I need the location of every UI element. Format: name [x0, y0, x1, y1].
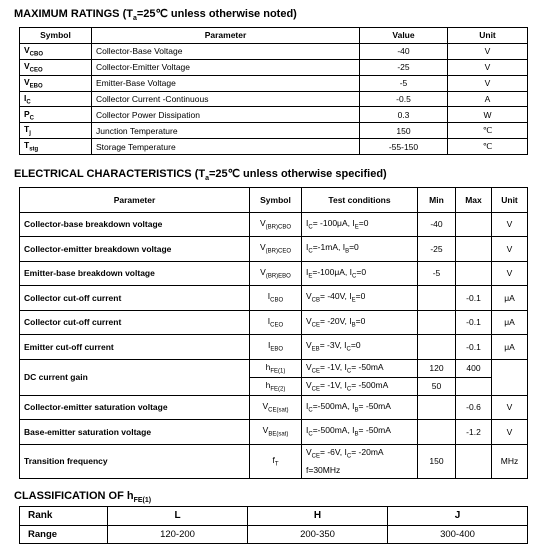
parameter-cell: DC current gain	[20, 359, 250, 395]
min-cell	[418, 286, 456, 311]
parameter-cell: Base-emitter saturation voltage	[20, 420, 250, 445]
conditions-cell: $V_{CE}= -1V$, $I_C= -500mA$	[302, 377, 418, 395]
table-row	[20, 444, 528, 478]
parameter-cell: Collector-Emitter Voltage	[92, 59, 360, 75]
header-parameter: Parameter	[20, 188, 250, 213]
parameter-cell: Collector cut-off current	[20, 286, 250, 311]
table-row	[20, 107, 528, 123]
table-row	[20, 75, 528, 91]
symbol-cell: $V_{CEO}$	[20, 59, 92, 75]
conditions-cell: $I_C=-500mA$, $I_B= -50mA$	[302, 420, 418, 445]
min-cell: 150	[418, 444, 456, 478]
unit-cell: V	[492, 420, 528, 445]
min-cell: 120	[418, 359, 456, 377]
parameter-cell: Storage Temperature	[92, 139, 360, 155]
min-cell	[418, 335, 456, 360]
conditions-cell: $I_E=-100\mu A$, $I_C=0$	[302, 261, 418, 286]
symbol-cell: $V_{(BR)CBO}$	[250, 212, 302, 237]
table-row	[20, 237, 528, 262]
conditions-cell: $V_{CE}= -20V$, $I_B=0$	[302, 310, 418, 335]
range-cell: 200-350	[248, 525, 388, 544]
min-cell	[418, 310, 456, 335]
header-unit: Unit	[448, 28, 528, 44]
unit-cell: V	[448, 43, 528, 59]
electrical-table	[19, 187, 528, 479]
max-cell	[456, 237, 492, 262]
min-cell: 50	[418, 377, 456, 395]
parameter-cell: Collector-base breakdown voltage	[20, 212, 250, 237]
classification-table	[19, 506, 528, 544]
unit-cell: ℃	[448, 139, 528, 155]
value-cell: -25	[360, 59, 448, 75]
symbol-cell: $I_{CEO}$	[250, 310, 302, 335]
unit-cell	[492, 359, 528, 395]
symbol-cell: $V_{BE(sat)}$	[250, 420, 302, 445]
conditions-cell: $V_{CE}= -1V$, $I_C= -50mA$	[302, 359, 418, 377]
table-row	[20, 139, 528, 155]
max-cell	[456, 444, 492, 478]
min-cell: -40	[418, 212, 456, 237]
symbol-cell: $I_{CBO}$	[250, 286, 302, 311]
value-cell: -40	[360, 43, 448, 59]
max-ratings-table	[19, 27, 528, 155]
range-cell: 300-400	[388, 525, 528, 544]
table-row	[20, 261, 528, 286]
parameter-cell: Collector-emitter saturation voltage	[20, 395, 250, 420]
table-row	[20, 310, 528, 335]
conditions-cell: $V_{CE}= -6V$, $I_C= -20mA$ f=30MHz	[302, 444, 418, 478]
unit-cell: V	[492, 261, 528, 286]
unit-cell: V	[448, 75, 528, 91]
table-row	[20, 359, 528, 377]
table-row	[20, 525, 528, 544]
table-row	[20, 395, 528, 420]
conditions-cell: $I_C=-1mA$, $I_B=0$	[302, 237, 418, 262]
symbol-cell: $I_C$	[20, 91, 92, 107]
max-cell: -0.1	[456, 335, 492, 360]
symbol-cell: $V_{CBO}$	[20, 43, 92, 59]
max-cell: -1.2	[456, 420, 492, 445]
parameter-cell: Emitter-Base Voltage	[92, 75, 360, 91]
table-row	[20, 212, 528, 237]
unit-cell: V	[492, 212, 528, 237]
max-cell	[456, 261, 492, 286]
min-cell: -5	[418, 261, 456, 286]
max-cell: -0.6	[456, 395, 492, 420]
min-cell	[418, 420, 456, 445]
symbol-cell: $I_{EBO}$	[250, 335, 302, 360]
parameter-cell: Collector cut-off current	[20, 310, 250, 335]
symbol-cell: $h_{FE(2)}$	[250, 377, 302, 395]
symbol-cell: $T_{stg}$	[20, 139, 92, 155]
value-cell: 0.3	[360, 107, 448, 123]
value-cell: -5	[360, 75, 448, 91]
value-cell: -55-150	[360, 139, 448, 155]
parameter-cell: Collector Power Dissipation	[92, 107, 360, 123]
conditions-cell: $V_{CB}= -40V$, $I_E=0$	[302, 286, 418, 311]
conditions-cell: $V_{EB}= -3V$, $I_C=0$	[302, 335, 418, 360]
header-rank-j: J	[388, 507, 528, 526]
table-row	[20, 123, 528, 139]
header-rank: Rank	[20, 507, 108, 526]
table-row	[20, 43, 528, 59]
unit-cell: ℃	[448, 123, 528, 139]
header-parameter: Parameter	[92, 28, 360, 44]
symbol-cell: $h_{FE(1)}$	[250, 359, 302, 377]
symbol-cell: $f_T$	[250, 444, 302, 478]
unit-cell: V	[492, 395, 528, 420]
symbol-cell: $V_{(BR)CEO}$	[250, 237, 302, 262]
min-cell	[418, 395, 456, 420]
unit-cell: V	[448, 59, 528, 75]
header-max: Max	[456, 188, 492, 213]
symbol-cell: $V_{EBO}$	[20, 75, 92, 91]
range-cell: 120-200	[108, 525, 248, 544]
conditions-cell: $I_C=-500mA$, $I_B= -50mA$	[302, 395, 418, 420]
unit-cell: μA	[492, 286, 528, 311]
symbol-cell: $V_{CE(sat)}$	[250, 395, 302, 420]
max-cell: 400	[456, 359, 492, 377]
range-label: Range	[20, 525, 108, 544]
table-row	[20, 91, 528, 107]
table-row	[20, 286, 528, 311]
parameter-cell: Emitter-base breakdown voltage	[20, 261, 250, 286]
table-header-row	[20, 28, 528, 44]
max-cell	[456, 377, 492, 395]
conditions-cell: $I_C= -100\mu A$, $I_E=0$	[302, 212, 418, 237]
unit-cell: μA	[492, 310, 528, 335]
header-value: Value	[360, 28, 448, 44]
symbol-cell: $P_C$	[20, 107, 92, 123]
header-unit: Unit	[492, 188, 528, 213]
max-ratings-title: MAXIMUM RATINGS ($T_a=25℃$ unless otherwise noted)	[14, 8, 297, 23]
header-min: Min	[418, 188, 456, 213]
parameter-cell: Collector-Base Voltage	[92, 43, 360, 59]
symbol-cell: $V_{(BR)EBO}$	[250, 261, 302, 286]
unit-cell: A	[448, 91, 528, 107]
header-symbol: Symbol	[20, 28, 92, 44]
electrical-title: ELECTRICAL CHARACTERISTICS ($T_a=25℃$ unless otherwise specified)	[14, 168, 387, 183]
parameter-cell: Collector-emitter breakdown voltage	[20, 237, 250, 262]
table-header-row	[20, 507, 528, 526]
table-row	[20, 335, 528, 360]
max-cell	[456, 212, 492, 237]
parameter-cell: Transition frequency	[20, 444, 250, 478]
max-cell: -0.1	[456, 310, 492, 335]
parameter-cell: Collector Current -Continuous	[92, 91, 360, 107]
header-rank-h: H	[248, 507, 388, 526]
parameter-cell: Emitter cut-off current	[20, 335, 250, 360]
table-row	[20, 59, 528, 75]
classification-title: CLASSIFICATION OF $h_{FE(1)}$	[14, 490, 152, 505]
table-header-row	[20, 188, 528, 213]
max-cell: -0.1	[456, 286, 492, 311]
table-row	[20, 420, 528, 445]
symbol-cell: $T_j$	[20, 123, 92, 139]
value-cell: 150	[360, 123, 448, 139]
header-rank-l: L	[108, 507, 248, 526]
header-symbol: Symbol	[250, 188, 302, 213]
min-cell: -25	[418, 237, 456, 262]
unit-cell: W	[448, 107, 528, 123]
unit-cell: μA	[492, 335, 528, 360]
unit-cell: V	[492, 237, 528, 262]
header-test-conditions: Test conditions	[302, 188, 418, 213]
parameter-cell: Junction Temperature	[92, 123, 360, 139]
unit-cell: MHz	[492, 444, 528, 478]
value-cell: -0.5	[360, 91, 448, 107]
